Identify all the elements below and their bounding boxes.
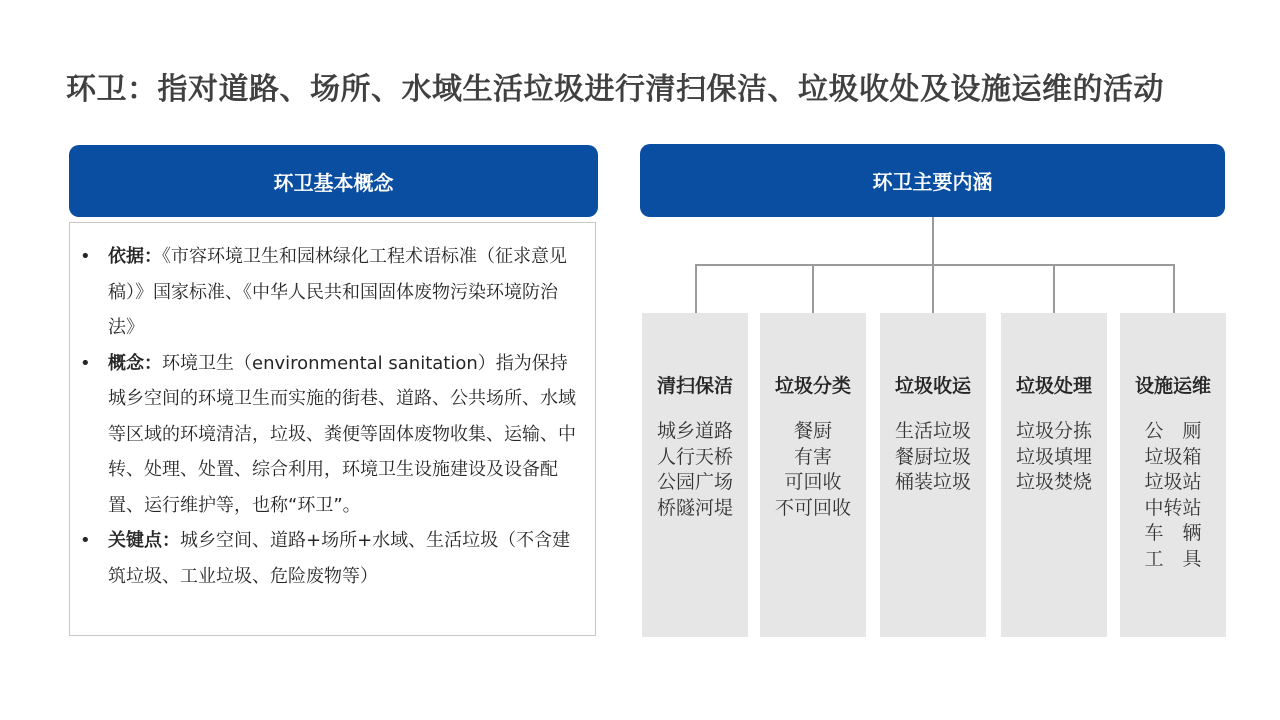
category-item: 有害 [793, 445, 832, 468]
category-facility-maintenance [1120, 313, 1226, 637]
connotation-header [640, 144, 1225, 217]
bullet-dot-icon: • [80, 530, 91, 551]
bullet-concept [78, 346, 579, 524]
category-item: 桥隧河堤 [656, 496, 733, 519]
bullet-basis [78, 239, 579, 346]
category-items [642, 419, 748, 521]
category-item: 城乡道路 [656, 420, 733, 442]
bullet-key: 概念： [108, 352, 162, 374]
category-item: 不可回收 [774, 496, 851, 519]
category-cleaning [642, 313, 748, 637]
category-item: 桶装垃圾 [894, 471, 971, 493]
concept-header-label: 环卫基本概念 [273, 170, 394, 195]
bullet-key: 关键点： [108, 530, 180, 551]
category-title: 垃圾分类 [774, 375, 851, 397]
tree-branch-line [932, 264, 934, 313]
page-title: 环卫：指对道路、场所、水域生活垃圾进行清扫保洁、垃圾收处及设施运维的活动 [66, 72, 1164, 107]
tree-branch-line [1053, 264, 1055, 313]
connotation-header-label: 环卫主要内涵 [872, 170, 993, 194]
category-item: 公园广场 [656, 471, 733, 493]
concept-bullet-list [78, 239, 579, 594]
category-item: 工 具 [1144, 547, 1202, 570]
category-treatment [1001, 313, 1107, 637]
category-items [1120, 419, 1226, 572]
category-item: 车 辆 [1144, 522, 1202, 544]
tree-branch-line [695, 264, 697, 313]
category-sorting [760, 313, 866, 637]
category-item: 餐厨 [793, 420, 832, 442]
category-title: 清扫保洁 [656, 375, 733, 397]
bullet-text: 《市容环境卫生和园林绿化工程术语标准（征求意见稿）》国家标准、《中华人民共和国固体废物污染环境防治法》 [108, 246, 567, 338]
category-items [760, 419, 866, 521]
category-item: 垃圾站 [1144, 471, 1202, 493]
category-item: 公 厕 [1144, 420, 1202, 442]
tree-horizontal-line [695, 264, 1174, 266]
tree-branch-line [1173, 264, 1175, 313]
category-item: 人行天桥 [656, 445, 733, 468]
category-items [1001, 419, 1107, 496]
category-title: 垃圾收运 [894, 375, 971, 397]
category-item: 垃圾箱 [1144, 445, 1202, 468]
category-item: 垃圾分拣 [1015, 420, 1092, 442]
category-item: 垃圾焚烧 [1015, 471, 1092, 493]
concept-box [69, 222, 596, 636]
category-title: 设施运维 [1134, 375, 1211, 397]
tree-trunk-line [932, 217, 934, 265]
bullet-dot-icon: • [80, 352, 91, 374]
category-item: 垃圾填埋 [1015, 445, 1092, 468]
bullet-text: 环境卫生（environmental sanitation）指为保持城乡空间的环境卫生而实施的街巷、道路、公共场所、水域等区域的环境清洁，垃圾、粪便等固体废物收集、运输、中转、处理、处置、综合利用，环境卫生设施建设及设备配置、运行维护等，也称“环卫”。 [108, 352, 576, 516]
bullet-key: 依据： [108, 246, 162, 267]
concept-header [69, 145, 598, 217]
category-title: 垃圾处理 [1015, 375, 1092, 397]
category-collection [880, 313, 986, 637]
category-item: 中转站 [1144, 496, 1202, 519]
category-items [880, 419, 986, 496]
bullet-keypoints [78, 523, 579, 594]
bullet-text: 城乡空间、道路+场所+水域、生活垃圾（不含建筑垃圾、工业垃圾、危险废物等） [108, 530, 571, 587]
category-item: 餐厨垃圾 [894, 445, 971, 468]
bullet-dot-icon: • [80, 246, 91, 267]
category-item: 生活垃圾 [894, 420, 971, 442]
tree-branch-line [812, 264, 814, 313]
category-item: 可回收 [784, 471, 842, 493]
